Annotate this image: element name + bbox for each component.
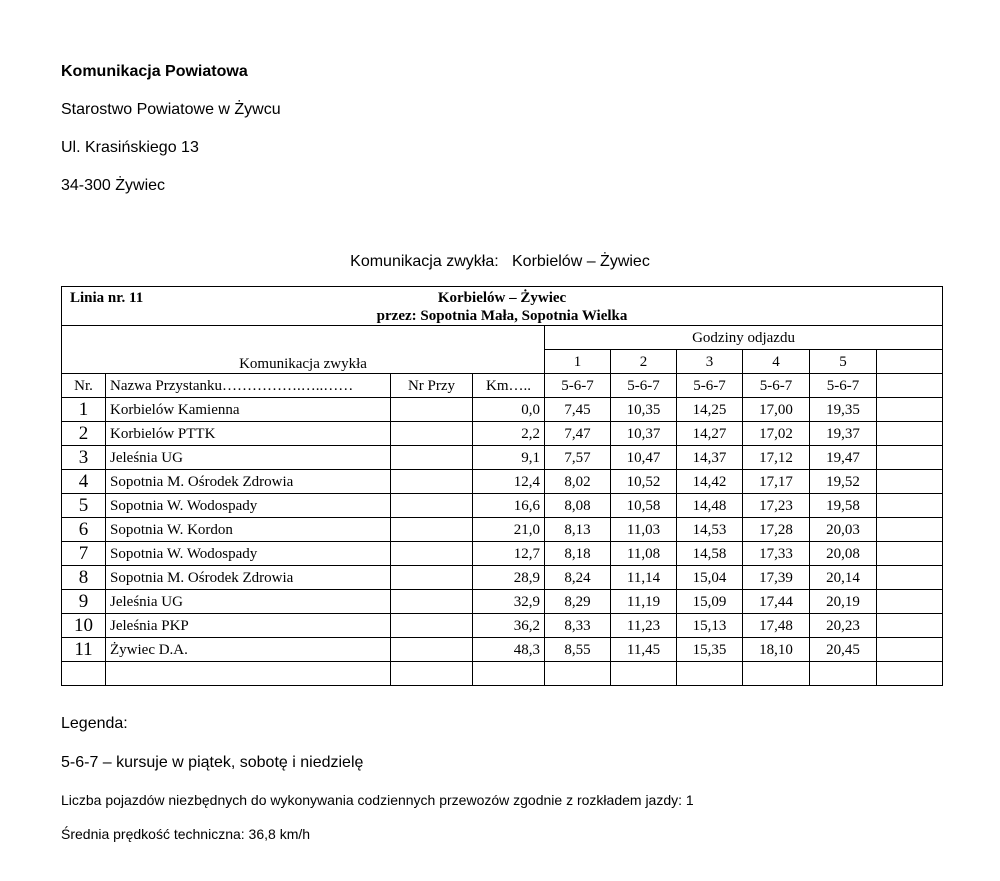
departure-time: 7,47 (545, 422, 611, 446)
departure-time: 17,17 (743, 470, 810, 494)
column-headers-row (62, 374, 943, 398)
departure-time: 8,13 (545, 518, 611, 542)
stop-nr (391, 518, 473, 542)
service-type: Komunikacja zwykła (239, 356, 367, 372)
stop-name: Sopotnia W. Wodospady (106, 542, 391, 566)
departure-time: 14,58 (677, 542, 743, 566)
departure-time: 10,35 (611, 398, 677, 422)
stop-name: Jeleśnia UG (106, 446, 391, 470)
document-title: Komunikacja zwykła: Korbielów – Żywiec (350, 253, 650, 270)
departure-time: 20,23 (810, 614, 877, 638)
departure-time: 7,57 (545, 446, 611, 470)
course-number: 1 (545, 350, 611, 374)
stop-nr (391, 494, 473, 518)
empty-cell (877, 422, 943, 446)
course-number: 2 (611, 350, 677, 374)
stop-name: Jeleśnia PKP (106, 614, 391, 638)
stop-km: 16,6 (473, 494, 545, 518)
stop-km: 12,7 (473, 542, 545, 566)
col-header-days: 5-6-7 (743, 374, 810, 398)
course-number: 4 (743, 350, 810, 374)
departure-time: 14,37 (677, 446, 743, 470)
stop-name: Sopotnia M. Ośrodek Zdrowia (106, 470, 391, 494)
departure-time: 11,23 (611, 614, 677, 638)
table-row (62, 494, 943, 518)
empty-cell (810, 662, 877, 686)
row-number: 11 (62, 638, 106, 662)
empty-cell (877, 374, 943, 398)
empty-cell (743, 662, 810, 686)
departure-time: 10,47 (611, 446, 677, 470)
organization-name: Komunikacja Powiatowa (61, 63, 248, 80)
empty-cell (473, 662, 545, 686)
departure-time: 15,04 (677, 566, 743, 590)
row-number: 7 (62, 542, 106, 566)
empty-cell (877, 446, 943, 470)
stop-km: 0,0 (473, 398, 545, 422)
legend-code-explanation: 5-6-7 – kursuje w piątek, sobotę i niedzielę (61, 754, 364, 771)
departure-time: 14,42 (677, 470, 743, 494)
course-number: 5 (810, 350, 877, 374)
departure-time: 17,28 (743, 518, 810, 542)
departure-time: 17,23 (743, 494, 810, 518)
empty-cell (877, 614, 943, 638)
empty-cell (391, 662, 473, 686)
timetable (61, 286, 943, 686)
office-name: Starostwo Powiatowe w Żywcu (61, 101, 281, 118)
departure-time: 19,47 (810, 446, 877, 470)
table-row (62, 398, 943, 422)
departures-heading: Godziny odjazdu (545, 326, 943, 350)
empty-cell (106, 662, 391, 686)
line-number: Linia nr. 11 (70, 290, 144, 306)
departure-time: 17,00 (743, 398, 810, 422)
stop-km: 28,9 (473, 566, 545, 590)
stop-name: Żywiec D.A. (106, 638, 391, 662)
departure-time: 10,52 (611, 470, 677, 494)
departure-time: 17,02 (743, 422, 810, 446)
empty-cell (877, 518, 943, 542)
empty-cell (877, 398, 943, 422)
departure-time: 15,09 (677, 590, 743, 614)
service-type-cell (62, 326, 545, 374)
row-number: 6 (62, 518, 106, 542)
stop-km: 32,9 (473, 590, 545, 614)
stop-km: 48,3 (473, 638, 545, 662)
row-number: 2 (62, 422, 106, 446)
empty-cell (877, 470, 943, 494)
departure-time: 8,29 (545, 590, 611, 614)
col-header-nr: Nr. (62, 374, 106, 398)
stop-nr (391, 638, 473, 662)
route-via: przez: Sopotnia Mała, Sopotnia Wielka (376, 308, 628, 324)
vehicles-note: Liczba pojazdów niezbędnych do wykonywania codziennych przewozów zgodnie z rozkładem jazdy: 1 (61, 792, 694, 808)
row-number: 9 (62, 590, 106, 614)
stop-name: Sopotnia W. Wodospady (106, 494, 391, 518)
col-header-days: 5-6-7 (545, 374, 611, 398)
departure-time: 17,48 (743, 614, 810, 638)
empty-cell (545, 662, 611, 686)
empty-cell (62, 662, 106, 686)
table-row (62, 638, 943, 662)
departure-time: 8,33 (545, 614, 611, 638)
departure-time: 8,02 (545, 470, 611, 494)
row-number: 4 (62, 470, 106, 494)
departure-time: 14,27 (677, 422, 743, 446)
departure-time: 11,45 (611, 638, 677, 662)
col-header-days: 5-6-7 (810, 374, 877, 398)
departure-time: 10,37 (611, 422, 677, 446)
empty-cell (877, 350, 943, 374)
departure-time: 8,55 (545, 638, 611, 662)
departure-time: 20,14 (810, 566, 877, 590)
empty-cell (877, 494, 943, 518)
legend-title: Legenda: (61, 715, 128, 732)
stop-km: 9,1 (473, 446, 545, 470)
departure-time: 19,35 (810, 398, 877, 422)
departure-time: 18,10 (743, 638, 810, 662)
empty-cell (877, 638, 943, 662)
stop-nr (391, 542, 473, 566)
row-number: 5 (62, 494, 106, 518)
table-row (62, 614, 943, 638)
departure-time: 17,39 (743, 566, 810, 590)
city-address: 34-300 Żywiec (61, 177, 166, 194)
departure-time: 14,25 (677, 398, 743, 422)
stop-nr (391, 566, 473, 590)
departure-time: 20,08 (810, 542, 877, 566)
departure-time: 15,13 (677, 614, 743, 638)
table-row (62, 422, 943, 446)
departure-time: 14,48 (677, 494, 743, 518)
table-row (62, 566, 943, 590)
stop-name: Sopotnia W. Kordon (106, 518, 391, 542)
col-header-stop-name: Nazwa Przystanku…………….…..…… (106, 374, 391, 398)
table-row (62, 590, 943, 614)
stop-name: Jeleśnia UG (106, 590, 391, 614)
stop-nr (391, 590, 473, 614)
table-row (62, 446, 943, 470)
departure-time: 8,18 (545, 542, 611, 566)
empty-cell (877, 590, 943, 614)
stop-nr (391, 614, 473, 638)
departure-time: 19,52 (810, 470, 877, 494)
row-number: 1 (62, 398, 106, 422)
stop-km: 21,0 (473, 518, 545, 542)
stop-km: 36,2 (473, 614, 545, 638)
table-row (62, 518, 943, 542)
stop-nr (391, 398, 473, 422)
col-header-days: 5-6-7 (611, 374, 677, 398)
course-number: 3 (677, 350, 743, 374)
route-name: Korbielów – Żywiec (437, 290, 567, 306)
speed-note: Średnia prędkość techniczna: 36,8 km/h (61, 826, 311, 842)
departure-time: 11,14 (611, 566, 677, 590)
departure-time: 14,53 (677, 518, 743, 542)
departure-time: 8,24 (545, 566, 611, 590)
empty-cell (877, 542, 943, 566)
row-number: 10 (62, 614, 106, 638)
departure-time: 8,08 (545, 494, 611, 518)
street-address: Ul. Krasińskiego 13 (61, 139, 199, 156)
departure-time: 15,35 (677, 638, 743, 662)
departure-time: 11,03 (611, 518, 677, 542)
empty-cell (611, 662, 677, 686)
departure-time: 10,58 (611, 494, 677, 518)
departure-time: 17,33 (743, 542, 810, 566)
departure-time: 17,44 (743, 590, 810, 614)
table-row (62, 542, 943, 566)
row-number: 3 (62, 446, 106, 470)
stop-km: 2,2 (473, 422, 545, 446)
departure-time: 20,03 (810, 518, 877, 542)
stop-km: 12,4 (473, 470, 545, 494)
departure-time: 11,19 (611, 590, 677, 614)
empty-cell (877, 662, 943, 686)
empty-cell (877, 566, 943, 590)
departure-time: 20,19 (810, 590, 877, 614)
stop-nr (391, 446, 473, 470)
departure-time: 11,08 (611, 542, 677, 566)
departure-time: 20,45 (810, 638, 877, 662)
col-header-stop-nr: Nr Przy (391, 374, 473, 398)
empty-row (62, 662, 943, 686)
departure-time: 17,12 (743, 446, 810, 470)
stop-nr (391, 422, 473, 446)
departure-time: 19,37 (810, 422, 877, 446)
stop-name: Sopotnia M. Ośrodek Zdrowia (106, 566, 391, 590)
col-header-days: 5-6-7 (677, 374, 743, 398)
stop-name: Korbielów Kamienna (106, 398, 391, 422)
table-row (62, 470, 943, 494)
timetable-title-cell (62, 287, 943, 326)
row-number: 8 (62, 566, 106, 590)
departure-time: 19,58 (810, 494, 877, 518)
col-header-km: Km….. (473, 374, 545, 398)
stop-nr (391, 470, 473, 494)
empty-cell (677, 662, 743, 686)
stop-name: Korbielów PTTK (106, 422, 391, 446)
departure-time: 7,45 (545, 398, 611, 422)
route-heading (62, 289, 942, 325)
